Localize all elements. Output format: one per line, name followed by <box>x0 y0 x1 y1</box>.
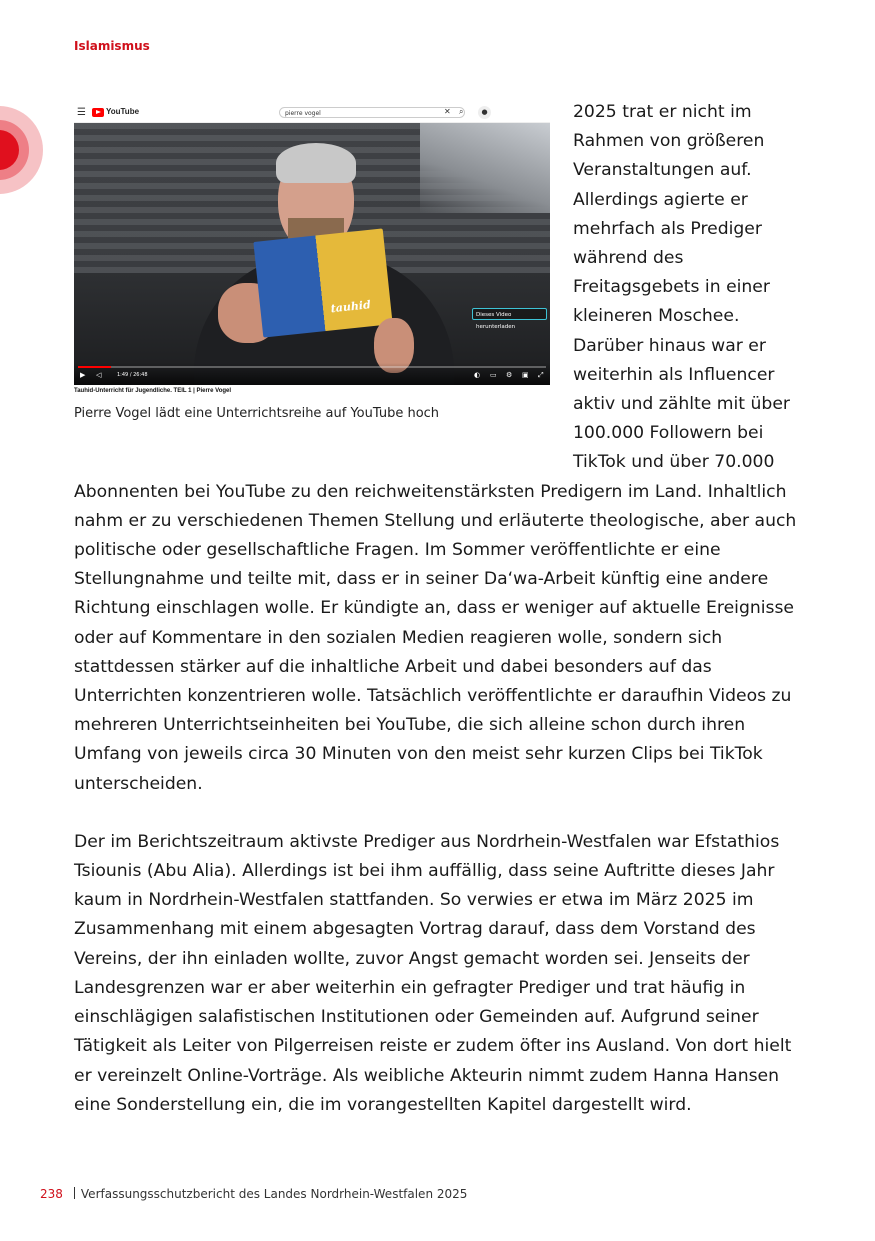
video-person-cap <box>276 143 356 183</box>
autoplay-toggle-icon[interactable]: ◐ <box>474 371 481 379</box>
figure-caption: Pierre Vogel lädt eine Unterrichtsreihe auf YouTube hoch <box>74 406 440 421</box>
subtitles-icon[interactable]: ▭ <box>490 371 497 379</box>
clear-icon[interactable]: ✕ <box>444 107 451 116</box>
video-book <box>253 228 392 337</box>
menu-icon[interactable]: ☰ <box>77 107 86 118</box>
miniplayer-icon[interactable]: ▣ <box>522 371 529 379</box>
section-label: Islamismus <box>74 39 150 53</box>
search-input[interactable]: pierre vogel <box>279 107 465 118</box>
progress-fill <box>78 366 111 368</box>
decorative-circle <box>0 106 43 194</box>
video-player[interactable] <box>74 123 550 385</box>
video-light <box>420 123 550 213</box>
youtube-screenshot-figure <box>74 104 550 394</box>
paragraph-1: 2025 trat er nicht im Rahmen von größeren Veranstaltungen auf. Allerdings agierte er mehrfach als Prediger während des Freitagsgebets in einer kleineren Moschee. Darüber hinaus war er weiterhin als Influencer aktiv und zählte mit über 100.000 Followern bei TikTok und über 70.000 Abonnenten bei YouTube zu den reichweitenstärksten Predigern im Land. Inhaltlich nahm er zu verschiedenen Themen Stellung und erläuterte theologische, aber auch politische oder gesellschaftliche Fragen. Im Sommer veröffentlichte er eine Stellungnahme und teilte mit, dass er in seiner Da‘wa-Arbeit künftig eine andere Richtung einschlagen wolle. Er kündigte an, dass er weniger auf aktuelle Ereignisse oder auf Kommentare in den sozialen Medien reagieren wolle, sondern sich stattdessen stärker auf die inhaltliche Arbeit und dabei besonders auf das Unterrichten konzentrieren wolle. Tatsächlich veröffentlichte er daraufhin Videos zu mehreren Unterrichtseinheiten bei YouTube, die sich alleine schon durch ihren Umfang von jeweils circa 30 Minuten von den meist sehr kurzen Clips bei TikTok unterscheiden. <box>74 102 797 794</box>
youtube-brand[interactable]: YouTube <box>106 107 140 116</box>
video-title: Tauhid-Unterricht für Jugendliche. TEIL 1 | Pierre Vogel <box>74 388 232 394</box>
microphone-icon[interactable]: ● <box>478 106 491 119</box>
paragraph-2: Der im Berichtszeitraum aktivste Prediger aus Nordrhein-Westfalen war Efstathios Tsiounis (Abu Alia). Allerdings ist bei ihm auffällig, dass seine Auftritte dieses Jahr kaum in Nordrhein-Westfalen stattfanden. So verwies er etwa im März 2025 im Zusammenhang mit einem abgesagten Vortrag darauf, dass dem Vorstand des Vereins, der ihn einladen wollte, zuvor Angst gemacht worden sei. Jenseits der Landesgrenzen war er aber weiterhin ein gefragter Prediger und trat häufig in einschlägigen salafistischen Institutionen oder Gemeinden auf. Aufgrund seiner Tätigkeit als Leiter von Pilgerreisen reiste er zudem öfter ins Ausland. Von dort hielt er vereinzelt Online-Vorträge. Als weibliche Akteurin nimmt zudem Hanna Hansen eine Sonderstellung ein, die im vorangestellten Kapitel dargestellt wird. <box>74 831 792 1115</box>
settings-icon[interactable]: ⚙ <box>506 371 513 379</box>
youtube-topbar <box>74 104 550 123</box>
page-number: 238 <box>40 1187 63 1201</box>
fullscreen-icon[interactable]: ⤢ <box>538 371 544 379</box>
time-display: 1:49 / 26:48 <box>117 372 148 378</box>
play-icon[interactable]: ▶ <box>80 371 86 379</box>
volume-icon[interactable]: ◁ <box>96 371 102 379</box>
publication-title: Verfassungsschutzbericht des Landes Nordrhein-Westfalen 2025 <box>80 1187 468 1201</box>
book-title: tauhid <box>330 298 372 316</box>
progress-bar[interactable] <box>78 366 546 368</box>
search-icon[interactable]: ⌕ <box>459 107 464 116</box>
youtube-logo-icon[interactable] <box>92 108 104 117</box>
video-controls <box>74 363 550 385</box>
footer-divider <box>74 1187 75 1199</box>
download-video-button[interactable]: Dieses Video herunterladen <box>472 308 547 320</box>
page-footer <box>40 1187 467 1201</box>
